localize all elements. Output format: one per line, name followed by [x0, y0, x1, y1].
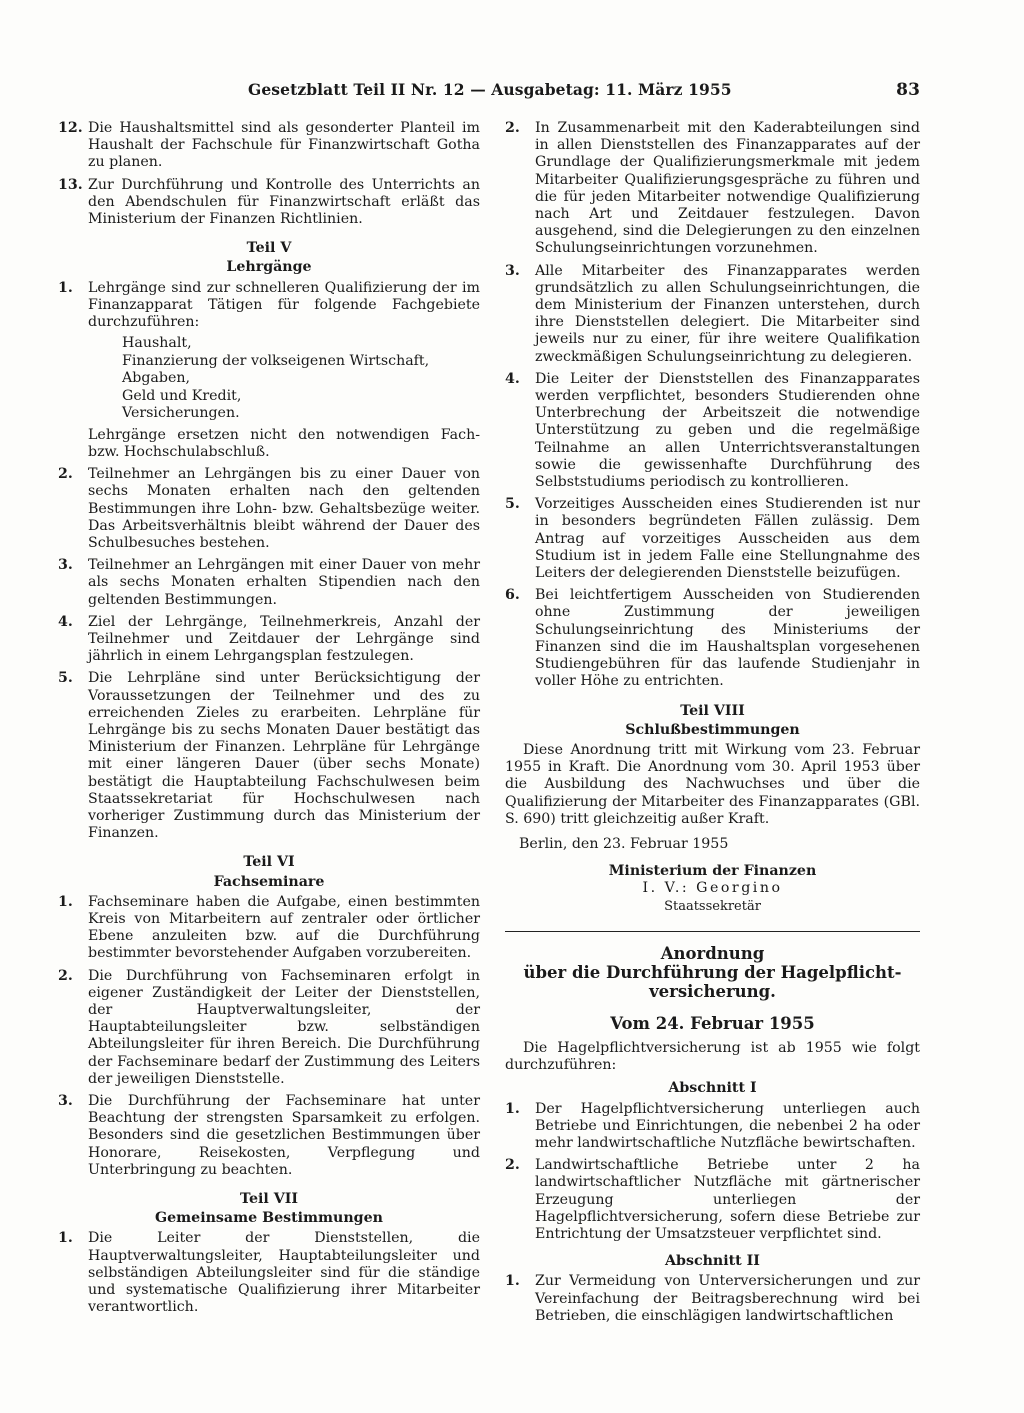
running-title: Gesetzblatt Teil II Nr. 12 — Ausgabetag: 11. März 1955: [248, 80, 732, 99]
ordinance-intro: Die Hagelpflichtversicherung ist ab 1955 wie folgt durchzuführen:: [505, 1039, 920, 1074]
item-number: 1.: [505, 1273, 520, 1290]
item-number: 12.: [58, 120, 83, 136]
item-text: Der Hagelpflichtversicherung unterliegen auch Betriebe und Einrichtungen, die nebenbei 2 ha oder mehr landwirtschaftliche Nutzfläche bewirtschaften.: [535, 1100, 920, 1151]
list-item: [58, 670, 480, 842]
signature-name: I. V.: Georgino: [642, 880, 783, 897]
subject-list-entry: Versicherungen.: [122, 405, 240, 422]
list-item: [58, 557, 480, 609]
section-subheading-fachseminare: Fachseminare: [213, 873, 325, 890]
item-text: Die Leiter der Dienststellen des Finanzapparates werden verpflichtet, besonders Studierenden ohne Unterbrechung der Arbeitszeit die notwendige Unterstützung zu geben und die regelmäßige Teilnahme an allen Unterrichtsveranstaltungen sowie die gewissenhafte Durchführung des Selbststudiums periodisch zu kontrollieren.: [535, 370, 920, 491]
item-number: 1.: [58, 893, 73, 910]
item-number: 5.: [58, 670, 73, 687]
section-heading-teil-vi: Teil VI: [243, 854, 295, 871]
item-text: Ziel der Lehrgänge, Teilnehmerkreis, Anzahl der Teilnehmer und Zeitdauer der Lehrgänge sind jährlich in einem Lehrgangsplan festzulegen.: [88, 613, 480, 665]
list-item: [505, 496, 920, 582]
item-number: 2.: [58, 967, 73, 984]
list-item: [505, 371, 920, 491]
section-heading-abschnitt-i: Abschnitt I: [668, 1080, 757, 1097]
left-column: [58, 120, 480, 1321]
list-item: [58, 968, 480, 1088]
item-text: Alle Mitarbeiter des Finanzapparates werden grundsätzlich zu allen Schulungseinrichtungen, die dem Ministerium der Finanzen unterstehen, durch ihre Dienststellen delegiert. Die Mitarbeiter sind jeweils nur zu einer, für ihre weitere Qualifikation zweckmäßigen Schulungseinrichtung zu delegieren.: [535, 262, 920, 365]
item-number: 2.: [505, 1157, 520, 1174]
item-text: Die Durchführung der Fachseminare hat unter Beachtung der strengsten Sparsamkeit zu erfolgen. Besonders sind die gesetzlichen Bestimmungen über Honorare, Reisekosten, Verpflegung und Unterbringung zu beachten.: [88, 1093, 480, 1178]
item-number: 2.: [505, 120, 520, 136]
ordinance-title-line: über die Durchführung der Hagelpflicht-: [523, 962, 902, 982]
subject-list: [122, 335, 480, 423]
list-item: [58, 466, 480, 552]
signature-organization: Ministerium der Finanzen: [608, 863, 817, 880]
list-item: [505, 1273, 920, 1325]
section-divider: [505, 931, 920, 932]
item-number: 1.: [58, 1230, 73, 1247]
item-text: Vorzeitiges Ausscheiden eines Studierenden ist nur in besonders begründeten Fällen zulässig. Dem Antrag auf vorzeitiges Ausscheiden aus dem Studium ist in jedem Falle eine Stellungnahme des Leiters der delegierenden Dienststelle beizufügen.: [535, 496, 920, 582]
signature-block: [505, 863, 920, 915]
item-text: Bei leichtfertigem Ausscheiden von Studierenden ohne Zustimmung der jeweiligen Schulungseinrichtung des Ministeriums der Finanzen sind die im Haushaltsplan vorgesehenen Studiengebühren für das laufende Studienjahr in voller Höhe zu entrichten.: [535, 587, 920, 690]
section-heading-abschnitt-ii: Abschnitt II: [665, 1253, 760, 1270]
item-number: 5.: [505, 496, 520, 513]
section-subheading-gemeinsame-bestimmungen: Gemeinsame Bestimmungen: [155, 1210, 383, 1227]
section-subheading-lehrgaenge: Lehrgänge: [226, 259, 312, 276]
list-item: [58, 1230, 480, 1316]
item-text-continued: Lehrgänge ersetzen nicht den notwendigen Fach- bzw. Hochschulabschluß.: [88, 426, 480, 460]
list-item: [58, 894, 480, 963]
section-heading-teil-vii: Teil VII: [240, 1191, 298, 1208]
item-text: Fachseminare haben die Aufgabe, einen bestimmten Kreis von Mitarbeitern auf zentraler oder örtlicher Ebene anzuleiten bzw. auf die Durchführung bestimmter bevorstehender Aufgaben vorzubereiten.: [88, 893, 480, 962]
signature-role: Staatssekretär: [664, 898, 761, 914]
item-text: Die Leiter der Dienststellen, die Hauptverwaltungsleiter, Hauptabteilungsleiter und selbständigen Abteilungsleiter sind für die ständige und systematische Qualifizierung ihrer Mitarbeiter verantwortlich.: [88, 1230, 480, 1316]
list-item: [58, 614, 480, 666]
item-text: Die Lehrpläne sind unter Berücksichtigung der Voraussetzungen der Teilnehmer und des zu erreichenden Zieles zu erarbeiten. Lehrpläne für Lehrgänge bis zu sechs Monaten Dauer bestätigt das Ministerium der Finanzen. Lehrpläne für Lehrgänge mit einer längeren Dauer (über sechs Monate) bestätigt die Hauptabteilung Fachschulwesen beim Staatssekretariat für Hochschulwesen nach vorheriger Zustimmung durch das Ministerium der Finanzen.: [88, 670, 480, 842]
list-item: [58, 120, 480, 172]
section-subheading-schlussbestimmungen: Schlußbestimmungen: [625, 721, 800, 738]
ordinance-date: Vom 24. Februar 1955: [610, 1013, 815, 1033]
item-text: Zur Vermeidung von Unterversicherungen und zur Vereinfachung der Beitragsberechnung wird bei Betrieben, die einschlägigen landwirtschaftlichen: [535, 1273, 920, 1324]
item-text: In Zusammenarbeit mit den Kaderabteilungen sind in allen Dienststellen des Finanzapparates auf der Grundlage der Qualifizierungsmerkmale mit jedem Mitarbeiter Qualifizierungsgespräche zu führen und die für jeden Mitarbeiter notwendige Qualifizierung nach Art und Zeitdauer festzulegen. Davon ausgehend, sind die Delegierungen zu den einzelnen Schulungseinrichtungen vorzunehmen.: [535, 120, 920, 257]
item-number: 4.: [505, 370, 520, 387]
list-item: [505, 587, 920, 690]
place-and-date: Berlin, den 23. Februar 1955: [519, 835, 729, 852]
item-number: 1.: [58, 279, 73, 296]
item-text: Teilnehmer an Lehrgängen bis zu einer Dauer von sechs Monaten erhalten nach den geltenden Bestimmungen ihre Lohn- bzw. Gehaltsbezüge weiter. Das Arbeitsverhältnis bleibt während der Dauer des Schulbesuches bestehen.: [88, 466, 480, 551]
list-item: [58, 280, 480, 462]
subject-list-entry: Finanzierung der volkseigenen Wirtschaft,: [122, 352, 430, 369]
list-item: [505, 1157, 920, 1243]
right-column: [505, 120, 920, 1330]
item-text: Die Haushaltsmittel sind als gesonderter Planteil im Haushalt der Fachschule für Finanzwirtschaft Gotha zu planen.: [88, 120, 480, 171]
ordinance-title: [505, 944, 920, 1001]
item-number: 13.: [58, 176, 83, 193]
item-number: 3.: [505, 262, 520, 279]
item-number: 3.: [58, 1093, 73, 1110]
ordinance-title-line: versicherung.: [649, 981, 776, 1001]
item-number: 6.: [505, 587, 520, 604]
section-heading-teil-viii: Teil VIII: [680, 702, 745, 719]
item-text: Landwirtschaftliche Betriebe unter 2 ha landwirtschaftlicher Nutzfläche mit gärtnerischer Erzeugung unterliegen der Hagelpflichtversicherung, sofern diese Betriebe zur Entrichtung der Umsatzsteuer verpflichtet sind.: [535, 1157, 920, 1242]
list-item: [505, 263, 920, 366]
list-item: [505, 120, 920, 258]
item-number: 1.: [505, 1100, 520, 1117]
section-heading-teil-v: Teil V: [246, 240, 292, 257]
item-text: Teilnehmer an Lehrgängen mit einer Dauer von mehr als sechs Monaten erhalten Stipendien nach den geltenden Bestimmungen.: [88, 557, 480, 608]
item-text: Die Durchführung von Fachseminaren erfolgt in eigener Zuständigkeit der Leiter der Dienststellen, der Hauptverwaltungsleiter, der Hauptabteilungsleiter bzw. selbständigen Abteilungsleiter für ihren Bereich. Die Durchführung der Fachseminare bedarf der Zustimmung des Leiters der jeweiligen Dienststelle.: [88, 967, 480, 1087]
page-header: [236, 80, 920, 100]
item-text: Lehrgänge sind zur schnelleren Qualifizierung der im Finanzapparat Tätigen für folgende Fachgebiete durchzuführen:: [88, 279, 480, 331]
item-number: 3.: [58, 557, 73, 574]
list-item: [58, 1093, 480, 1179]
list-item: [58, 177, 480, 229]
subject-list-entry: Abgaben,: [122, 370, 190, 387]
subject-list-entry: Haushalt,: [122, 335, 192, 352]
item-number: 4.: [58, 613, 73, 630]
item-text: Zur Durchführung und Kontrolle des Unterrichts an den Abendschulen für Finanzwirtschaft erläßt das Ministerium der Finanzen Richtlinien.: [88, 176, 480, 228]
list-item: [505, 1101, 920, 1153]
ordinance-title-line: Anordnung: [660, 943, 765, 963]
final-provisions-text: Diese Anordnung tritt mit Wirkung vom 23. Februar 1955 in Kraft. Die Anordnung vom 30. April 1953 über die Ausbildung des Nachwuchses und über die Qualifizierung der Mitarbeiter des Finanzapparates (GBl. S. 690) tritt gleichzeitig außer Kraft.: [505, 741, 920, 827]
item-number: 2.: [58, 466, 73, 483]
page-number: 83: [896, 80, 920, 100]
subject-list-entry: Geld und Kredit,: [122, 387, 242, 404]
